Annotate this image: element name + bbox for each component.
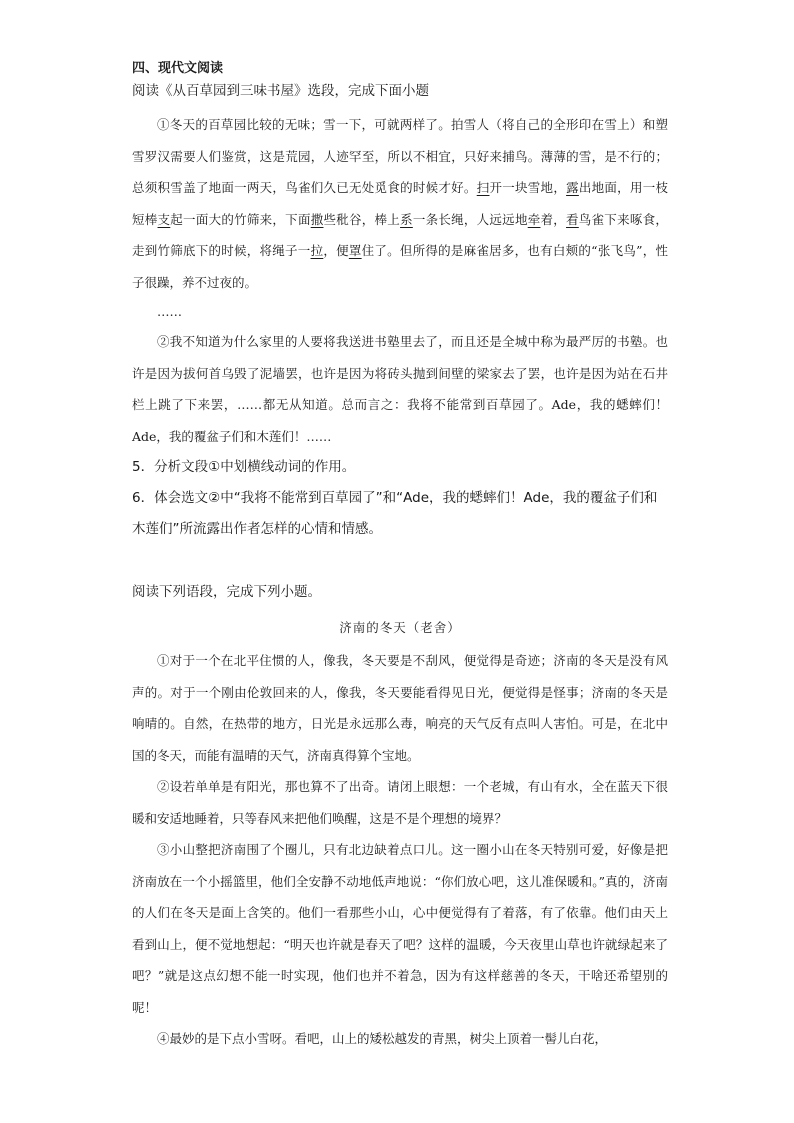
essay-paragraph-4: ④最妙的是下点小雪呀。看吧，山上的矮松越发的青黑，树尖上顶着一髻儿白花， [157, 1031, 608, 1046]
section-gap [132, 545, 668, 581]
question-5: 5．分析文段①中划横线动词的作用。 [132, 459, 356, 475]
document-page [132, 58, 668, 1055]
underlined-verb: 支 [157, 211, 171, 227]
underlined-verb: 牵 [527, 211, 541, 227]
underlined-verb: 扫 [476, 180, 490, 195]
underlined-verb: 罩 [348, 243, 362, 258]
underlined-verb: 系 [400, 211, 413, 227]
underlined-verb: 拉 [310, 243, 324, 258]
section-heading: 四、现代文阅读 [132, 61, 224, 76]
reading-instruction-2: 阅读下列语段，完成下列小题。 [132, 584, 321, 600]
omission-mark: …… [157, 304, 182, 319]
essay-paragraph-2: ②设若单单是有阳光，那也算不了出奇。请闭上眼想：一个老城，有山有水，全在蓝天下很暖和安适地睡着，只等春风来把他们唤醒，这是不是个理想的境界？ [132, 779, 668, 826]
essay-paragraph-1: ①对于一个在北平住惯的人，像我，冬天要是不刮风，便觉得是奇迹；济南的冬天是没有风声的。对于一个刚由伦敦回来的人，像我，冬天要能看得见日光，便觉得是怪事；济南的冬天是响晴的。自然，在热带的地方，日光是永远那么毒，响亮的天气反有点叫人害怕。可是，在北中国的冬天，而能有温晴的天气，济南真得算个宝地。 [132, 653, 668, 763]
underlined-verb: 看 [566, 211, 579, 227]
underlined-verb: 撒 [310, 211, 324, 227]
underlined-verb: 露 [566, 180, 579, 195]
passage-paragraph-1: ①冬天的百草园比较的无味；雪一下，可就两样了。拍雪人（将自己的全形印在雪上）和塑雪罗汉需要人们鉴赏，这是荒园，人迹罕至，所以不相宜，只好来捕鸟。薄薄的雪，是不行的；总须积雪盖了地面一两天，鸟雀们久已无处觅食的时候才好。扫开一块雪地，露出地面，用一枝短棒支起一面大的竹筛来，下面撒些秕谷，棒上系一条长绳，人远远地牵着，看鸟雀下来啄食，走到竹筛底下的时候，将绳子一拉，便罩住了。但所得的是麻雀居多，也有白颊的“张飞鸟”，性子很躁，养不过夜的。 [132, 117, 668, 290]
reading-instruction: 阅读《从百草园到三味书屋》选段，完成下面小题 [132, 83, 429, 99]
question-6: 6．体会选文②中“我将不能常到百草园了”和“Ade，我的蟋蟀们！Ade，我的覆盆子们和木莲们”所流露出作者怎样的心情和情感。 [132, 490, 658, 537]
essay-title: 济南的冬天（老舍） [339, 620, 461, 635]
passage-paragraph-2: ②我不知道为什么家里的人要将我送进书塾里去了，而且还是全城中称为最严厉的书塾。也许是因为拔何首乌毁了泥墙罢，也许是因为将砖头抛到间壁的梁家去了罢，也许是因为站在石井栏上跳了下来罢，……都无从知道。总而言之：我将不能常到百草园了。Ade，我的蟋蟀们！Ade，我的覆盆子们和木莲们！…… [132, 334, 668, 444]
essay-paragraph-3: ③小山整把济南围了个圈儿，只有北边缺着点口儿。这一圈小山在冬天特别可爱，好像是把济南放在一个小摇篮里，他们全安静不动地低声地说：“你们放心吧，这儿准保暖和。”真的，济南的人们在冬天是面上含笑的。他们一看那些小山，心中便觉得有了着落，有了依靠。他们由天上看到山上，便不觉地想起：“明天也许就是春天了吧？这样的温暖，今天夜里山草也许就绿起来了吧？”就是这点幻想不能一时实现，他们也并不着急，因为有这样慈善的冬天，干啥还希望别的呢！ [132, 842, 668, 1015]
